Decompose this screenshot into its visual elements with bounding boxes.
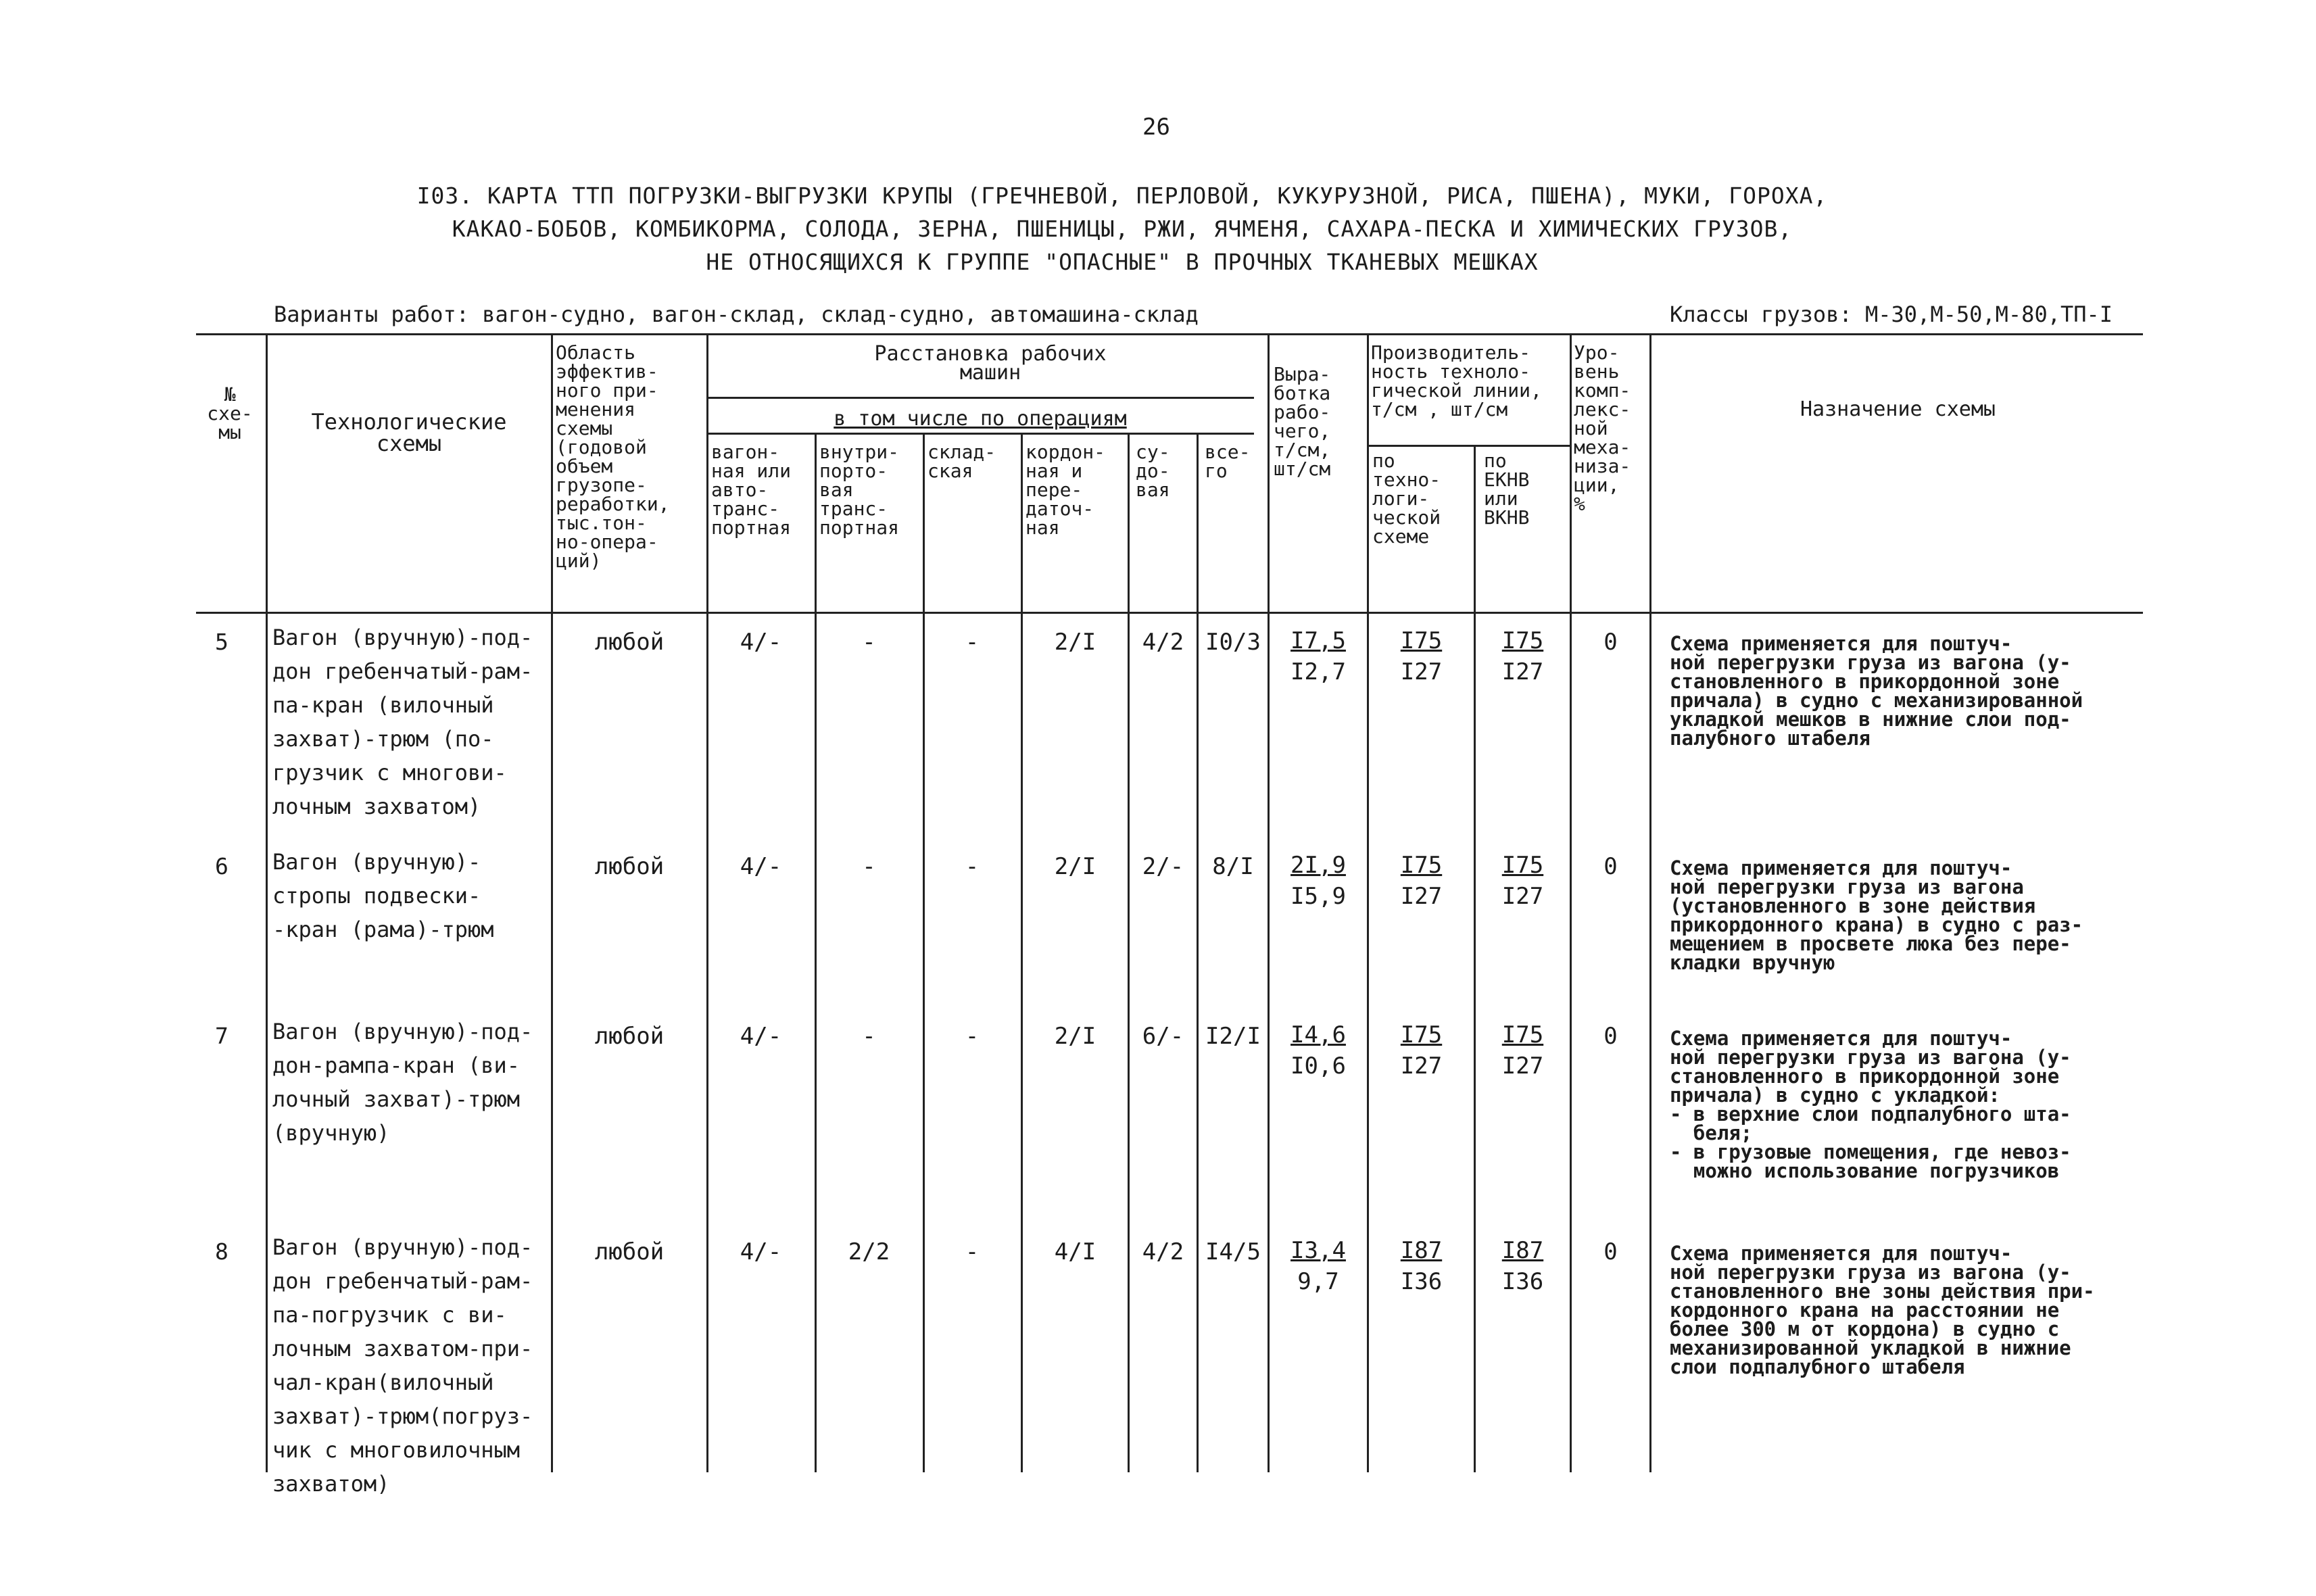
prod-scheme-denominator: I36 — [1400, 1268, 1443, 1295]
header-scheme-purpose: Назначение схемы — [1800, 397, 1996, 421]
row-number: 8 — [215, 1238, 228, 1265]
prod-scheme-fraction — [1369, 850, 1474, 912]
col-rule — [815, 433, 817, 1472]
op-ship-value: 4/2 — [1142, 1238, 1184, 1265]
output-numerator: 2I,9 — [1290, 852, 1346, 879]
scheme-description — [272, 1015, 550, 1150]
mechanization-level: 0 — [1603, 1023, 1618, 1050]
header-op-cordon: кордон- ная и пере- даточ- ная — [1026, 441, 1106, 539]
row-number: 5 — [215, 629, 228, 655]
prod-ekhv-fraction — [1476, 850, 1570, 912]
work-variants: Варианты работ: вагон-судно, вагон-склад, склад-судно, автомашина-склад — [274, 301, 1199, 327]
operations-subheader-rule — [706, 433, 1254, 435]
header-op-warehouse: склад- ская — [927, 441, 996, 482]
op-inner-port-value: 2/2 — [848, 1238, 890, 1265]
header-mechanization-level: Уро- вень комп- лекс- ной меха- низа- ции, % — [1574, 341, 1631, 515]
application-area: любой — [594, 1023, 665, 1050]
header-worker-output: Выра- ботка рабо- чего, т/см, шт/см — [1274, 363, 1331, 480]
header-op-total: все- го — [1205, 441, 1251, 482]
prod-ekhv-fraction — [1476, 625, 1570, 687]
worker-output-fraction — [1270, 1235, 1367, 1297]
op-inner-port-value: - — [862, 629, 876, 656]
op-wagon-value: 4/- — [740, 853, 782, 880]
op-warehouse-value: - — [965, 629, 980, 656]
prod-scheme-denominator: I27 — [1400, 1053, 1443, 1080]
op-cordon-value: 2/I — [1054, 853, 1096, 880]
scheme-text: Вагон (вручную)- стропы подвески- -кран (рама)-трюм — [272, 849, 494, 942]
output-numerator: I4,6 — [1290, 1021, 1346, 1048]
prod-ekhv-denominator: I27 — [1501, 1053, 1544, 1080]
header-including-by-operations: в том числе по операциям — [834, 407, 1127, 431]
header-scheme-number: № схе- мы — [207, 383, 253, 443]
row-number: 6 — [215, 853, 228, 879]
header-line-productivity: Производитель- ность техноло- гической линии, т/см , шт/см — [1371, 341, 1542, 420]
op-ship-value: 2/- — [1142, 853, 1184, 880]
prod-scheme-fraction — [1369, 1235, 1474, 1297]
col-rule — [1649, 333, 1651, 1472]
prod-ekhv-denominator: I27 — [1501, 883, 1544, 910]
op-ship-value: 6/- — [1142, 1023, 1184, 1050]
op-cordon-value: 2/I — [1054, 629, 1096, 656]
prod-ekhv-denominator: I36 — [1501, 1268, 1544, 1295]
application-area: любой — [594, 629, 665, 656]
prod-ekhv-fraction — [1476, 1235, 1570, 1297]
op-total-value: I0/3 — [1205, 629, 1261, 656]
page-number: 26 — [1142, 114, 1170, 141]
op-total-value: 8/I — [1212, 853, 1254, 880]
prod-ekhv-numerator: I87 — [1501, 1237, 1544, 1264]
op-wagon-value: 4/- — [740, 1238, 782, 1265]
header-op-wagon: вагон- ная или авто- транс- портная — [711, 441, 792, 539]
col-rule — [551, 333, 553, 1472]
scheme-description — [272, 1230, 550, 1501]
header-prod-by-ekhv: по ЕКНВ или ВКНВ — [1484, 450, 1530, 529]
output-numerator: I3,4 — [1290, 1237, 1346, 1264]
op-total-value: I4/5 — [1205, 1238, 1261, 1265]
worker-output-fraction — [1270, 850, 1367, 912]
output-denominator: I5,9 — [1290, 883, 1346, 910]
prod-scheme-denominator: I27 — [1400, 883, 1443, 910]
cargo-classes: Классы грузов: М-30,М-50,М-80,ТП-I — [1670, 301, 2113, 327]
prod-scheme-numerator: I75 — [1400, 1021, 1443, 1048]
col-rule — [1197, 433, 1199, 1472]
row-number: 7 — [215, 1023, 228, 1049]
op-ship-value: 4/2 — [1142, 629, 1184, 656]
prod-scheme-denominator: I27 — [1400, 658, 1443, 685]
prod-ekhv-fraction — [1476, 1019, 1570, 1082]
col-rule — [1128, 433, 1130, 1472]
prod-ekhv-numerator: I75 — [1501, 627, 1544, 654]
op-cordon-value: 4/I — [1054, 1238, 1096, 1265]
op-wagon-value: 4/- — [740, 1023, 782, 1050]
col-rule — [923, 433, 925, 1472]
col-rule — [1021, 433, 1023, 1472]
scheme-description — [272, 621, 550, 823]
application-area: любой — [594, 1238, 665, 1265]
col-rule — [1570, 333, 1572, 1472]
prod-scheme-numerator: I75 — [1400, 852, 1443, 879]
col-rule — [706, 333, 708, 1472]
op-inner-port-value: - — [862, 853, 876, 880]
op-total-value: I2/I — [1205, 1023, 1261, 1050]
productivity-subheader-rule — [1367, 445, 1570, 447]
prod-scheme-fraction — [1369, 1019, 1474, 1082]
op-warehouse-value: - — [965, 1023, 980, 1050]
scheme-purpose: Схема применяется для поштуч- ной перегрузки груза из вагона (у- становленного в прикордонной зоне причала) в судно с укладкой: - в верхние слои подпалубного шта- беля; - в грузовые помещения, где невоз- можно использование погрузчиков — [1670, 1027, 2071, 1182]
header-op-ship: су- до- вая — [1136, 441, 1170, 501]
op-wagon-value: 4/- — [740, 629, 782, 656]
col-rule — [1474, 445, 1476, 1472]
scheme-purpose: Схема применяется для поштуч- ной перегрузки груза из вагона (установленного в зоне действия прикордонного крана) в судно с раз- мещением в просвете люка без пере- кладки вручную — [1670, 856, 2083, 974]
op-inner-port-value: - — [862, 1023, 876, 1050]
col-rule — [266, 333, 268, 1472]
prod-scheme-fraction — [1369, 625, 1474, 687]
scheme-text: Вагон (вручную)-под- дон гребенчатый-рам- па-погрузчик с ви- лочным захватом-при- чал-кран(вилочный захват)-трюм(погруз- чик с многовилочным захватом) — [272, 1234, 533, 1497]
title-line-1: I03. КАРТА ТТП ПОГРУЗКИ-ВЫГРУЗКИ КРУПЫ (ГРЕЧНЕВОЙ, ПЕРЛОВОЙ, КУКУРУЗНОЙ, РИСА, ПШЕНА), МУКИ, ГОРОХА, — [416, 183, 1828, 209]
mechanization-level: 0 — [1603, 853, 1618, 880]
header-machine-placement: Расстановка рабочих машин — [874, 342, 1107, 385]
worker-output-fraction — [1270, 625, 1367, 687]
prod-ekhv-numerator: I75 — [1501, 852, 1544, 879]
op-warehouse-value: - — [965, 1238, 980, 1265]
prod-scheme-numerator: I75 — [1400, 627, 1443, 654]
table-top-rule — [196, 333, 2143, 335]
scheme-purpose: Схема применяется для поштуч- ной перегрузки груза из вагона (у- становленного в прикордонной зоне причала) в судно с механизированной укладкой мешков в нижние слои под- палубного штабеля — [1670, 632, 2083, 750]
output-denominator: I2,7 — [1290, 658, 1346, 685]
output-numerator: I7,5 — [1290, 627, 1346, 654]
mechanization-level: 0 — [1603, 629, 1618, 656]
header-op-inner-port: внутри- порто- вая транс- портная — [819, 441, 900, 539]
mechanization-level: 0 — [1603, 1238, 1618, 1265]
title-line-3: НЕ ОТНОСЯЩИХСЯ К ГРУППЕ "ОПАСНЫЕ" В ПРОЧНЫХ ТКАНЕВЫХ МЕШКАХ — [706, 249, 1539, 275]
header-technological-schemes: Технологические схемы — [311, 409, 507, 456]
worker-output-fraction — [1270, 1019, 1367, 1082]
prod-ekhv-denominator: I27 — [1501, 658, 1544, 685]
scheme-text: Вагон (вручную)-под- дон-рампа-кран (ви- лочный захват)-трюм (вручную) — [272, 1019, 533, 1146]
op-warehouse-value: - — [965, 853, 980, 880]
header-prod-by-scheme: по техно- логи- ческой схеме — [1372, 450, 1441, 548]
header-application-area: Область эффектив- ного при- менения схемы (годовой объем грузопе- реработки, тыс.тон- но-опера- ций) — [556, 341, 670, 572]
scheme-description — [272, 845, 550, 946]
op-cordon-value: 2/I — [1054, 1023, 1096, 1050]
header-bottom-rule — [196, 612, 2143, 614]
prod-scheme-numerator: I87 — [1400, 1237, 1443, 1264]
output-denominator: 9,7 — [1297, 1268, 1339, 1295]
scheme-purpose: Схема применяется для поштуч- ной перегрузки груза из вагона (у- становленного вне зоны действия при- кордонного крана на расстоянии не более 300 м от кордона) в судно с механизированной укладкой в нижние слои подпалубного штабеля — [1670, 1242, 2095, 1378]
output-denominator: I0,6 — [1290, 1053, 1346, 1080]
application-area: любой — [594, 853, 665, 880]
machines-subheader-rule — [706, 397, 1254, 399]
prod-ekhv-numerator: I75 — [1501, 1021, 1544, 1048]
scheme-text: Вагон (вручную)-под- дон гребенчатый-рам- па-кран (вилочный захват)-трюм (по- грузчик с многови- лочным захватом) — [272, 625, 533, 819]
title-line-2: КАКАО-БОБОВ, КОМБИКОРМА, СОЛОДА, ЗЕРНА, ПШЕНИЦЫ, РЖИ, ЯЧМЕНЯ, САХАРА-ПЕСКА И ХИМИЧЕСКИХ ГРУЗОВ, — [452, 216, 1793, 242]
